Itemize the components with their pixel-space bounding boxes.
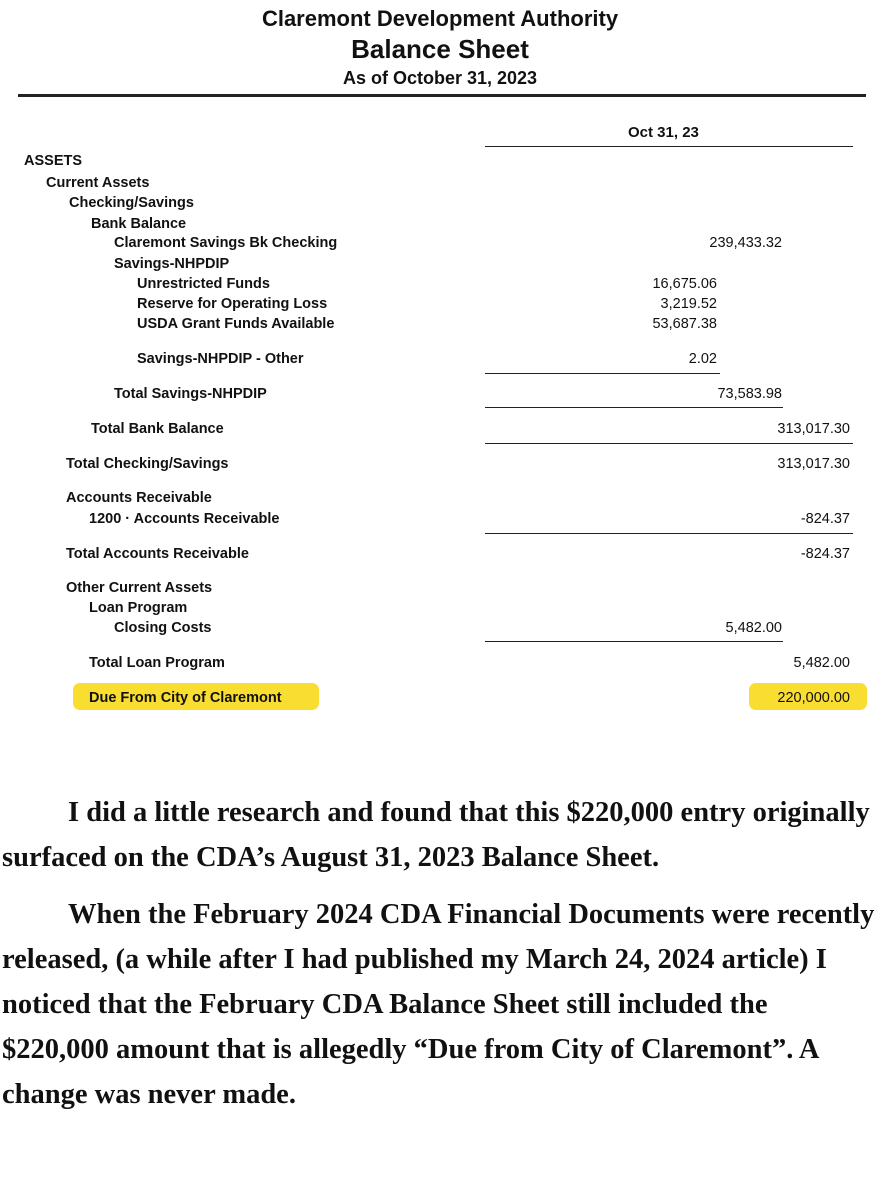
reserve-operating-loss-label: Reserve for Operating Loss <box>137 296 328 312</box>
closing-costs-value: 5,482.00 <box>725 620 782 636</box>
subtotal-rule <box>485 373 720 374</box>
bank-balance-label: Bank Balance <box>91 216 187 232</box>
total-bank-balance-label: Total Bank Balance <box>91 421 224 437</box>
accounts-receivable-label: Accounts Receivable <box>66 490 212 506</box>
total-loan-program-label: Total Loan Program <box>89 655 225 671</box>
column-header-rule <box>485 146 853 147</box>
loan-program-label: Loan Program <box>89 600 188 616</box>
checking-savings-label: Checking/Savings <box>69 195 194 211</box>
other-current-assets-label: Other Current Assets <box>66 580 213 596</box>
ar-1200-value: -824.37 <box>800 511 850 527</box>
due-from-city-label: Due From City of Claremont <box>89 690 282 706</box>
total-ar-label: Total Accounts Receivable <box>66 546 249 562</box>
subtotal-rule <box>485 641 783 642</box>
usda-grant-funds-value: 53,687.38 <box>652 316 717 332</box>
article-paragraph-2: When the February 2024 CDA Financial Documents were recently released, (a while after I had published my March 24, 2024 article) I noticed that the February CDA Balance Sheet still included the $220,000 amount that is allegedly “Due from City of Claremont”. A change was never made. <box>2 899 875 1110</box>
assets-label: ASSETS <box>24 153 83 169</box>
savings-nhpdip-label: Savings-NHPDIP <box>114 256 230 272</box>
total-nhpdip-label: Total Savings-NHPDIP <box>114 386 267 402</box>
header-rule <box>18 94 866 97</box>
closing-costs-label: Closing Costs <box>114 620 212 636</box>
org-name: Claremont Development Authority <box>261 6 619 31</box>
nhpdip-other-label: Savings-NHPDIP - Other <box>137 351 304 367</box>
total-checking-savings-value: 313,017.30 <box>777 456 850 472</box>
nhpdip-other-value: 2.02 <box>688 351 717 367</box>
total-loan-program-value: 5,482.00 <box>793 655 850 671</box>
current-assets-label: Current Assets <box>46 175 150 191</box>
ar-1200-label: 1200 · Accounts Receivable <box>89 511 280 527</box>
total-checking-savings-label: Total Checking/Savings <box>66 456 229 472</box>
as-of-date: As of October 31, 2023 <box>342 68 538 88</box>
unrestricted-funds-label: Unrestricted Funds <box>137 276 270 292</box>
subtotal-rule <box>485 407 783 408</box>
total-ar-value: -824.37 <box>800 546 850 562</box>
article-text <box>2 790 878 1129</box>
sheet-title: Balance Sheet <box>351 34 529 64</box>
claremont-checking-label: Claremont Savings Bk Checking <box>114 235 338 251</box>
total-bank-balance-value: 313,017.30 <box>777 421 850 437</box>
column-header: Oct 31, 23 <box>628 124 699 141</box>
due-from-city-value: 220,000.00 <box>777 690 850 706</box>
total-nhpdip-value: 73,583.98 <box>717 386 782 402</box>
reserve-operating-loss-value: 3,219.52 <box>660 296 717 312</box>
article-paragraph-1: I did a little research and found that this $220,000 entry originally surfaced on the CDA’s August 31, 2023 Balance Sheet. <box>2 797 870 873</box>
subtotal-rule <box>485 443 853 444</box>
unrestricted-funds-value: 16,675.06 <box>652 276 717 292</box>
usda-grant-funds-label: USDA Grant Funds Available <box>137 316 335 332</box>
claremont-checking-value: 239,433.32 <box>709 235 782 251</box>
subtotal-rule <box>485 533 853 534</box>
